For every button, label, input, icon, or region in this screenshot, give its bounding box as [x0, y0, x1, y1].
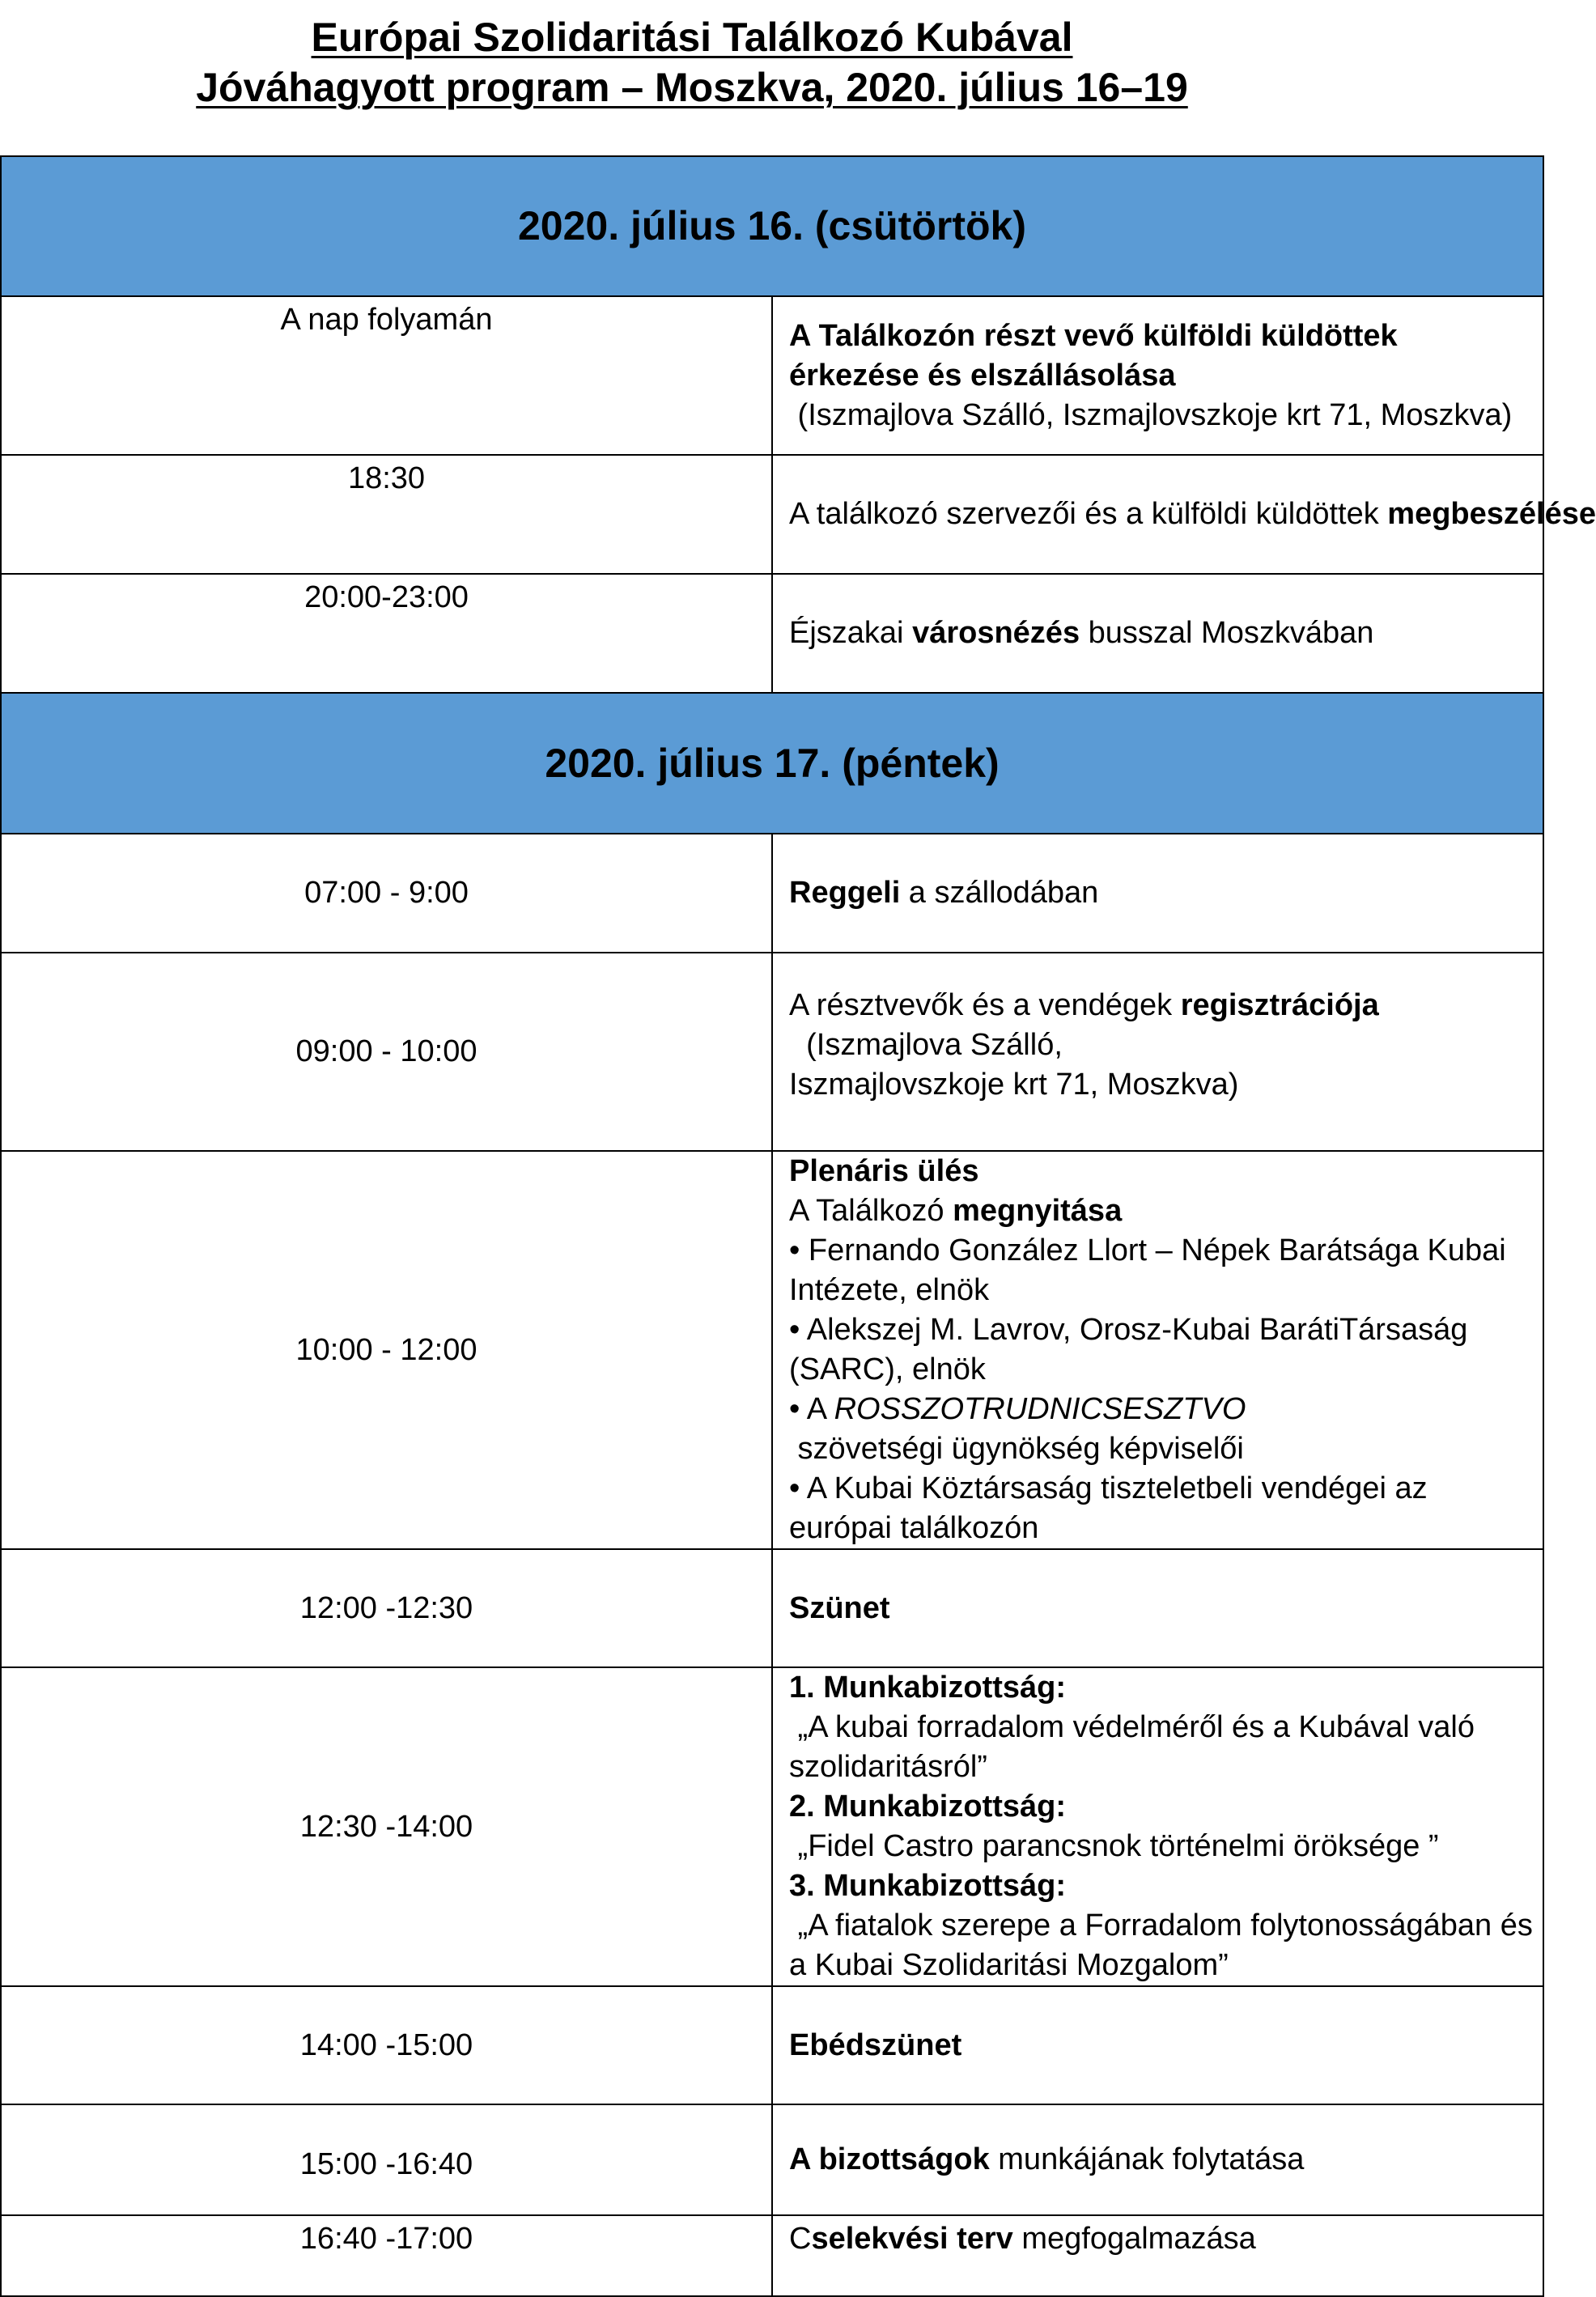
day-header-row	[1, 693, 1543, 834]
event-cell: Szünet	[772, 1549, 1543, 1667]
time-cell: 15:00 -16:40	[1, 2104, 772, 2215]
committee-label: 2. Munkabizottság:	[789, 1790, 1067, 1824]
table-row	[1, 574, 1543, 693]
time-cell: 12:00 -12:30	[1, 1549, 772, 1667]
event-text: busszal Moszkvában	[1080, 616, 1374, 650]
table-row	[1, 1549, 1543, 1667]
speaker-item: • A Kubai Köztársaság tiszteletbeli vendégei az európai találkozón	[789, 1471, 1428, 1545]
event-bold: megbeszélése	[1387, 497, 1596, 531]
event-cell	[772, 2215, 1543, 2296]
table-row	[1, 1986, 1543, 2104]
day-header-row	[1, 156, 1543, 296]
event-cell	[772, 2104, 1543, 2215]
table-row	[1, 296, 1543, 455]
time-cell: 12:30 -14:00	[1, 1667, 772, 1986]
table-row	[1, 953, 1543, 1151]
event-text: a szállodában	[900, 876, 1099, 910]
document-subtitle: Jóváhagyott program – Moszkva, 2020. július 16–19	[196, 65, 1188, 110]
event-text: (Iszmajlova Szálló,	[789, 1028, 1063, 1062]
event-bold: selekvési terv	[811, 2222, 1013, 2256]
event-text: a Kubai Szolidaritási Mozgalom”	[789, 1948, 1229, 1982]
event-cell	[772, 455, 1596, 574]
time-cell: 14:00 -15:00	[1, 1986, 772, 2104]
event-cell	[772, 1151, 1543, 1549]
event-text: szolidaritásról”	[789, 1750, 987, 1784]
event-bold: A bizottságok	[789, 2142, 990, 2176]
time-cell: A nap folyamán	[1, 296, 772, 455]
session-heading: Plenáris ülés	[789, 1154, 979, 1188]
day-header-jul16: 2020. július 16. (csütörtök)	[1, 156, 1543, 296]
event-cell	[772, 1667, 1543, 1986]
time-cell: 18:30	[1, 455, 772, 574]
event-bold: Reggeli	[789, 876, 901, 910]
event-bold: A Találkozón részt vevő külföldi küldöttek érkezése és elszállásolása	[789, 318, 1398, 393]
event-cell	[772, 296, 1543, 455]
event-cell	[772, 834, 1543, 953]
event-text: A találkozó szervezői és a külföldi küldöttek	[789, 497, 1388, 531]
time-cell: 07:00 - 9:00	[1, 834, 772, 953]
program-table	[0, 155, 1596, 2297]
time-cell: 09:00 - 10:00	[1, 953, 772, 1151]
time-cell: 16:40 -17:00	[1, 2215, 772, 2296]
committee-label: 1. Munkabizottság:	[789, 1671, 1067, 1705]
event-bold: regisztrációja	[1180, 988, 1379, 1022]
event-bold: városnézés	[912, 616, 1080, 650]
event-text: Éjszakai	[789, 616, 913, 650]
event-text: A résztvevők és a vendégek	[789, 988, 1181, 1022]
table-row	[1, 1667, 1543, 1986]
table-row	[1, 2215, 1543, 2296]
time-cell: 20:00-23:00	[1, 574, 772, 693]
table-row	[1, 1151, 1543, 1549]
event-text: C	[789, 2222, 812, 2256]
event-text: (Iszmajlova Szálló, Iszmajlovszkoje krt 71, Moszkva)	[789, 397, 1513, 432]
table-row	[1, 834, 1543, 953]
time-cell: 10:00 - 12:00	[1, 1151, 772, 1549]
event-cell	[772, 953, 1543, 1151]
speaker-item: • A ROSSZOTRUDNICSESZTVO szövetségi ügynökség képviselői	[789, 1392, 1246, 1466]
event-cell	[772, 574, 1543, 693]
event-text: „A kubai forradalom védelméről és a Kubával való	[789, 1710, 1475, 1744]
document-title: Európai Szolidaritási Találkozó Kubával	[311, 15, 1073, 60]
event-bold: megnyitása	[953, 1194, 1123, 1228]
event-text: „Fidel Castro parancsnok történelmi öröksége ”	[789, 1829, 1439, 1863]
table-row	[1, 455, 1543, 574]
event-cell: Ebédszünet	[772, 1986, 1543, 2104]
committee-label: 3. Munkabizottság:	[789, 1869, 1067, 1903]
event-text: Iszmajlovszkoje krt 71, Moszkva)	[789, 1068, 1239, 1102]
event-text: megfogalmazása	[1012, 2222, 1256, 2256]
event-text: munkájának folytatása	[989, 2142, 1305, 2176]
event-text: A Találkozó	[789, 1194, 953, 1228]
table-row	[1, 2104, 1543, 2215]
speaker-item: • Alekszej M. Lavrov, Orosz-Kubai BarátiTársaság (SARC), elnök	[789, 1313, 1468, 1386]
day-header-jul17: 2020. július 17. (péntek)	[1, 693, 1543, 834]
speaker-item: • Fernando González Llort – Népek Barátsága Kubai Intézete, elnök	[789, 1233, 1506, 1307]
event-text: „A fiatalok szerepe a Forradalom folytonosságában és	[789, 1909, 1533, 1942]
